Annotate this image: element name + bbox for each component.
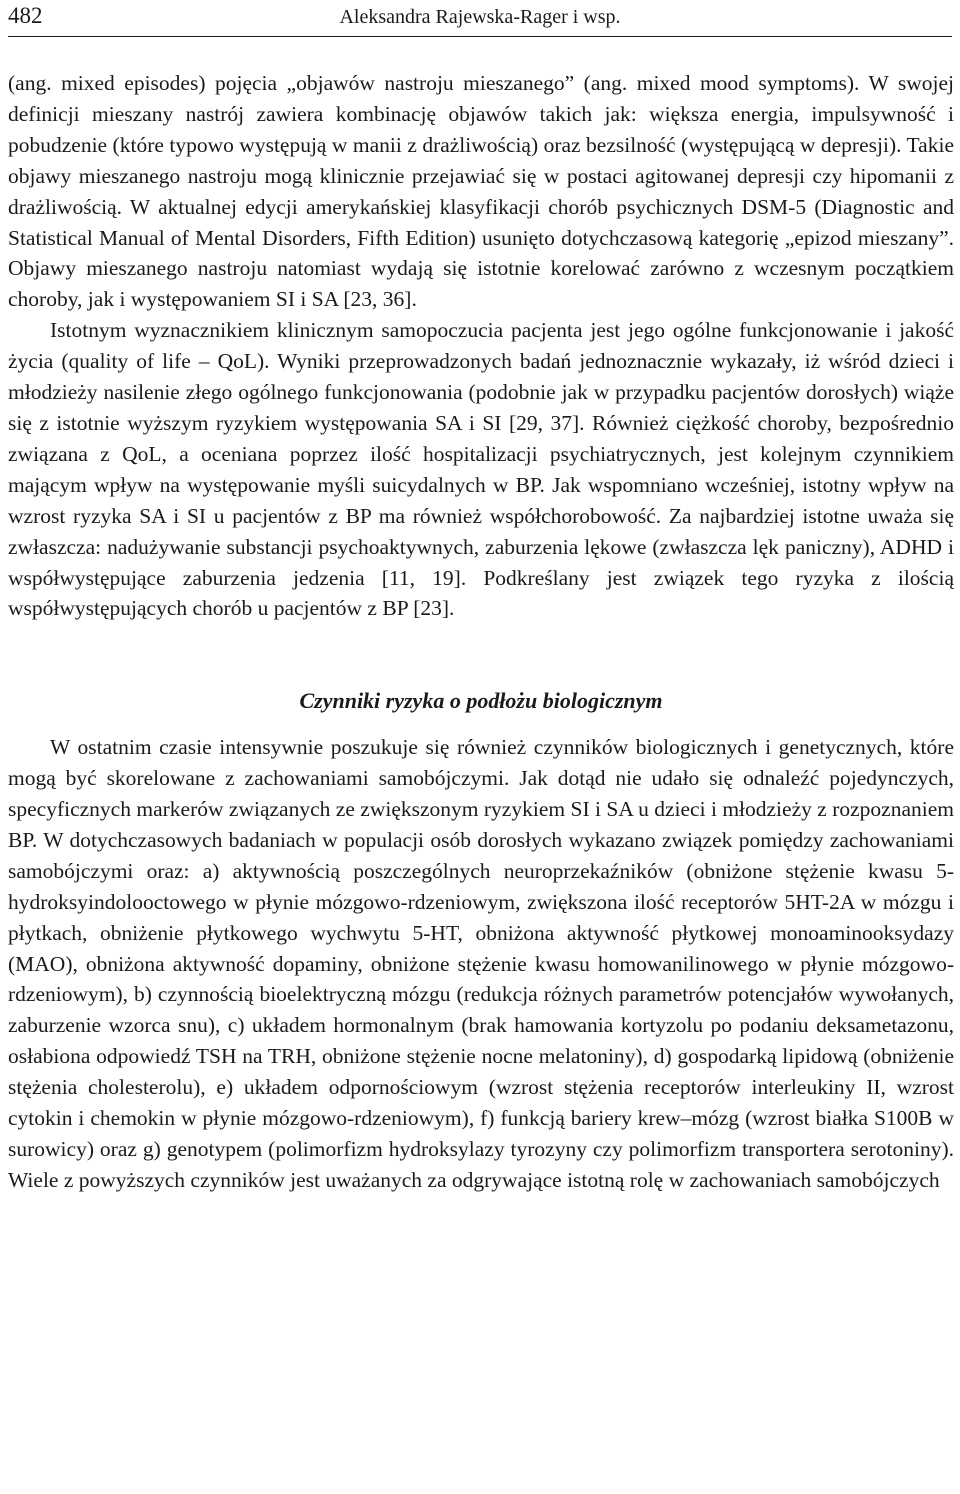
paragraph: W ostatnim czasie intensywnie poszukuje się również czynników biologicznych i genetycznych, które mogą być skorelowane z zachowaniami samobójczymi. Jak dotąd nie udało się odnaleźć pojedynczych, specyficznych markerów związanych ze zwiększonym ryzykiem SI i SA u dzieci i młodzieży z rozpoznaniem BP. W dotychczasowych badaniach w populacji osób dorosłych wykazano związek pomiędzy zachowaniami samobójczymi oraz: a) aktywnością poszczególnych neuroprzekaźników (obniżone stężenie kwasu 5-hydroksyindolooctowego w płynie mózgowo-rdzeniowym, zwiększona ilość receptorów 5HT-2A w mózgu i płytkach, obniżenie płytkowego wychwytu 5-HT, obniżona aktywność płytkowej monoaminooksydazy (MAO), obniżona aktywność dopaminy, obniżone stężenie kwasu homowanilinowego w płynie mózgowo- rdzeniowym), b) czynnością bioelektryczną mózgu (redukcja różnych parametrów potencjałów wywołanych, zaburzenie wzorca snu), c) układem hormonalnym (brak hamowania kortyzolu po podaniu deksametazonu, osłabiona odpowiedź TSH na TRH, obniżone stężenie nocne melatoniny), d) gospodarką lipidową (obniżenie stężenia cholesterolu), e) układem odpornościowym (wzrost stężenia receptorów interleukiny II, wzrost cytokin i chemokin w płynie mózgowo-rdzeniowym), f) funkcją bariery krew–mózg (wzrost białka S100B w surowicy) oraz g) genotypem (polimorfizm hydroksylazy tyrozyny czy polimorfizm transportera serotoniny). Wiele z powyższych czynników jest uważanych za odgrywające istotną rolę w zachowaniach samobójczych (8, 735, 954, 1192)
running-head: Aleksandra Rajewska-Rager i wsp. (339, 6, 621, 28)
body-text (8, 68, 954, 1196)
page-header (8, 0, 952, 37)
paragraph: (ang. mixed episodes) pojęcia „objawów nastroju mieszanego” (ang. mixed mood symptoms). W swojej definicji mieszany nastrój zawiera kombinację objawów takich jak: większa energia, impulsywność i pobudzenie (które typowo występują w manii z drażliwością) oraz bezsilność (występującą w depresji). Takie objawy mieszanego nastroju mogą klinicznie przejawiać się w postaci agitowanej depresji czy hipomanii z drażliwością. W aktualnej edycji amerykańskiej klasyfikacji chorób psychicznych DSM-5 (Diagnostic and Statistical Manual of Mental Disorders, Fifth Edition) usunięto dotychczasową kategorię „epizod mieszany”. Objawy mieszanego nastroju natomiast wydają się istotnie korelować zarówno z wczesnym początkiem choroby, jak i występowaniem SI i SA [23, 36]. (8, 71, 954, 312)
page-number: 482 (8, 3, 43, 28)
paragraph: Istotnym wyznacznikiem klinicznym samopoczucia pacjenta jest jego ogólne funkcjonowanie i jakość życia (quality of life – QoL). Wyniki przeprowadzonych badań jednoznacznie wykazały, iż wśród dzieci i młodzieży nasilenie złego ogólnego funkcjonowania (podobnie jak w przypadku pacjentów dorosłych) wiąże się z istotnie wyższym ryzykiem występowania SA i SI [29, 37]. Również ciężkość choroby, bezpośrednio związana z QoL, a oceniana poprzez ilość hospitalizacji psychiatrycznych, jest kolejnym czynnikiem mającym wpływ na występowanie myśli suicydalnych w BP. Jak wspomniano wcześniej, istotny wpływ na wzrost ryzyka SA i SI u pacjentów z BP ma również współchorobowość. Za najbardziej istotne uważa się zwłaszcza: nadużywanie substancji psychoaktywnych, zaburzenia lękowe (zwłaszcza lęk paniczny), ADHD i współwystępujące zaburzenia jedzenia [11, 19]. Podkreślany jest związek tego ryzyka z ilością współwystępujących chorób u pacjentów z BP [23]. (8, 318, 954, 621)
section-heading: Czynniki ryzyka o podłożu biologicznym (299, 688, 663, 714)
